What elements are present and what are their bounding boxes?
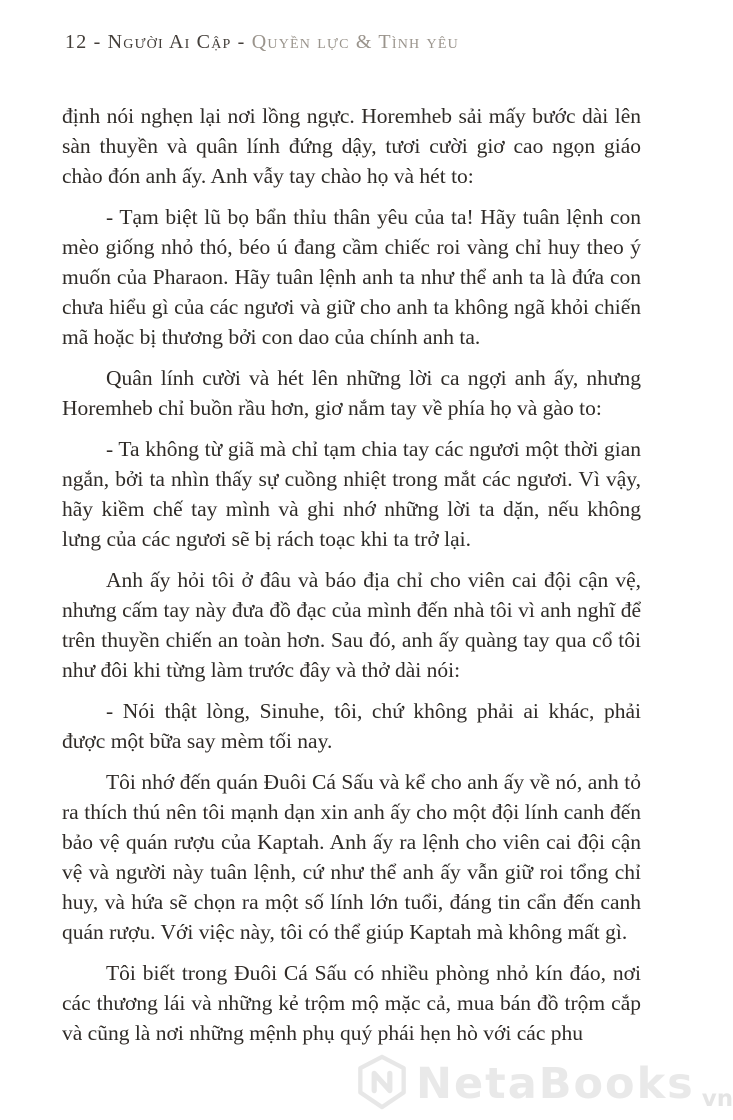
paragraph: - Tạm biệt lũ bọ bẩn thỉu thân yêu của ta! Hãy tuân lệnh con mèo giống nhỏ thó, béo ú đang cầm chiếc roi vàng chỉ huy theo ý muốn của Pharaon. Hãy tuân lệnh anh ta như thể anh ta là đứa con chưa hiểu gì của các ngươi và giữ cho anh ta không ngã khỏi chiến mã hoặc bị thương bởi con dao của chính anh ta. (62, 205, 641, 349)
paragraph: Tôi biết trong Đuôi Cá Sấu có nhiều phòng nhỏ kín đáo, nơi các thương lái và những kẻ trộm mộ mặc cả, mua bán đồ trộm cắp và cũng là nơi những mệnh phụ quý phái hẹn hò với các phu (62, 961, 641, 1045)
netabooks-hexagon-n-icon (356, 1054, 408, 1115)
netabooks-watermark (356, 1054, 733, 1115)
paragraph: Tôi nhớ đến quán Đuôi Cá Sấu và kể cho anh ấy về nó, anh tỏ ra thích thú nên tôi mạnh dạn xin anh ấy cho một đội lính canh đến bảo vệ quán rượu của Kaptah. Anh ấy ra lệnh cho viên cai đội cận vệ và người này tuân lệnh, cứ như thể anh ấy vẫn giữ roi tổng chỉ huy, và hứa sẽ chọn ra một số lính lớn tuổi, đáng tin cẩn đến canh quán rượu. Với việc này, tôi có thể giúp Kaptah mà không mất gì. (62, 770, 641, 944)
paragraph: Quân lính cười và hét lên những lời ca ngợi anh ấy, nhưng Horemheb chỉ buồn rầu hơn, giơ nắm tay về phía họ và gào to: (62, 366, 641, 420)
watermark-tld-text: vn (701, 1086, 733, 1112)
page-header (65, 31, 459, 54)
paragraph: Anh ấy hỏi tôi ở đâu và báo địa chỉ cho viên cai đội cận vệ, nhưng cấm tay này đưa đồ đạc của mình đến nhà tôi vì anh nghĩ để trên thuyền chiến an toàn hơn. Sau đó, anh ấy quàng tay qua cổ tôi như đôi khi từng làm trước đây và thở dài nói: (62, 568, 641, 682)
page-number-and-book-title: 12 - Người Ai Cập - (65, 31, 252, 53)
body-text (62, 101, 641, 1048)
paragraph: định nói nghẹn lại nơi lồng ngực. Horemheb sải mấy bước dài lên sàn thuyền và quân lính đứng dậy, tươi cười giơ cao ngọn giáo chào đón anh ấy. Anh vẫy tay chào họ và hét to: (62, 104, 641, 188)
book-subtitle: Quyền lực & Tình yêu (251, 31, 459, 53)
watermark-brand-text: NetaBooks (416, 1059, 695, 1109)
paragraph: - Nói thật lòng, Sinuhe, tôi, chứ không phải ai khác, phải được một bữa say mèm tối nay. (62, 699, 641, 753)
paragraph: - Ta không từ giã mà chỉ tạm chia tay các ngươi một thời gian ngắn, bởi ta nhìn thấy sự cuồng nhiệt trong mắt các ngươi. Vì vậy, hãy kiềm chế tay mình và ghi nhớ những lời ta dặn, nếu không lưng của các ngươi sẽ bị rách toạc khi ta trở lại. (62, 437, 641, 551)
